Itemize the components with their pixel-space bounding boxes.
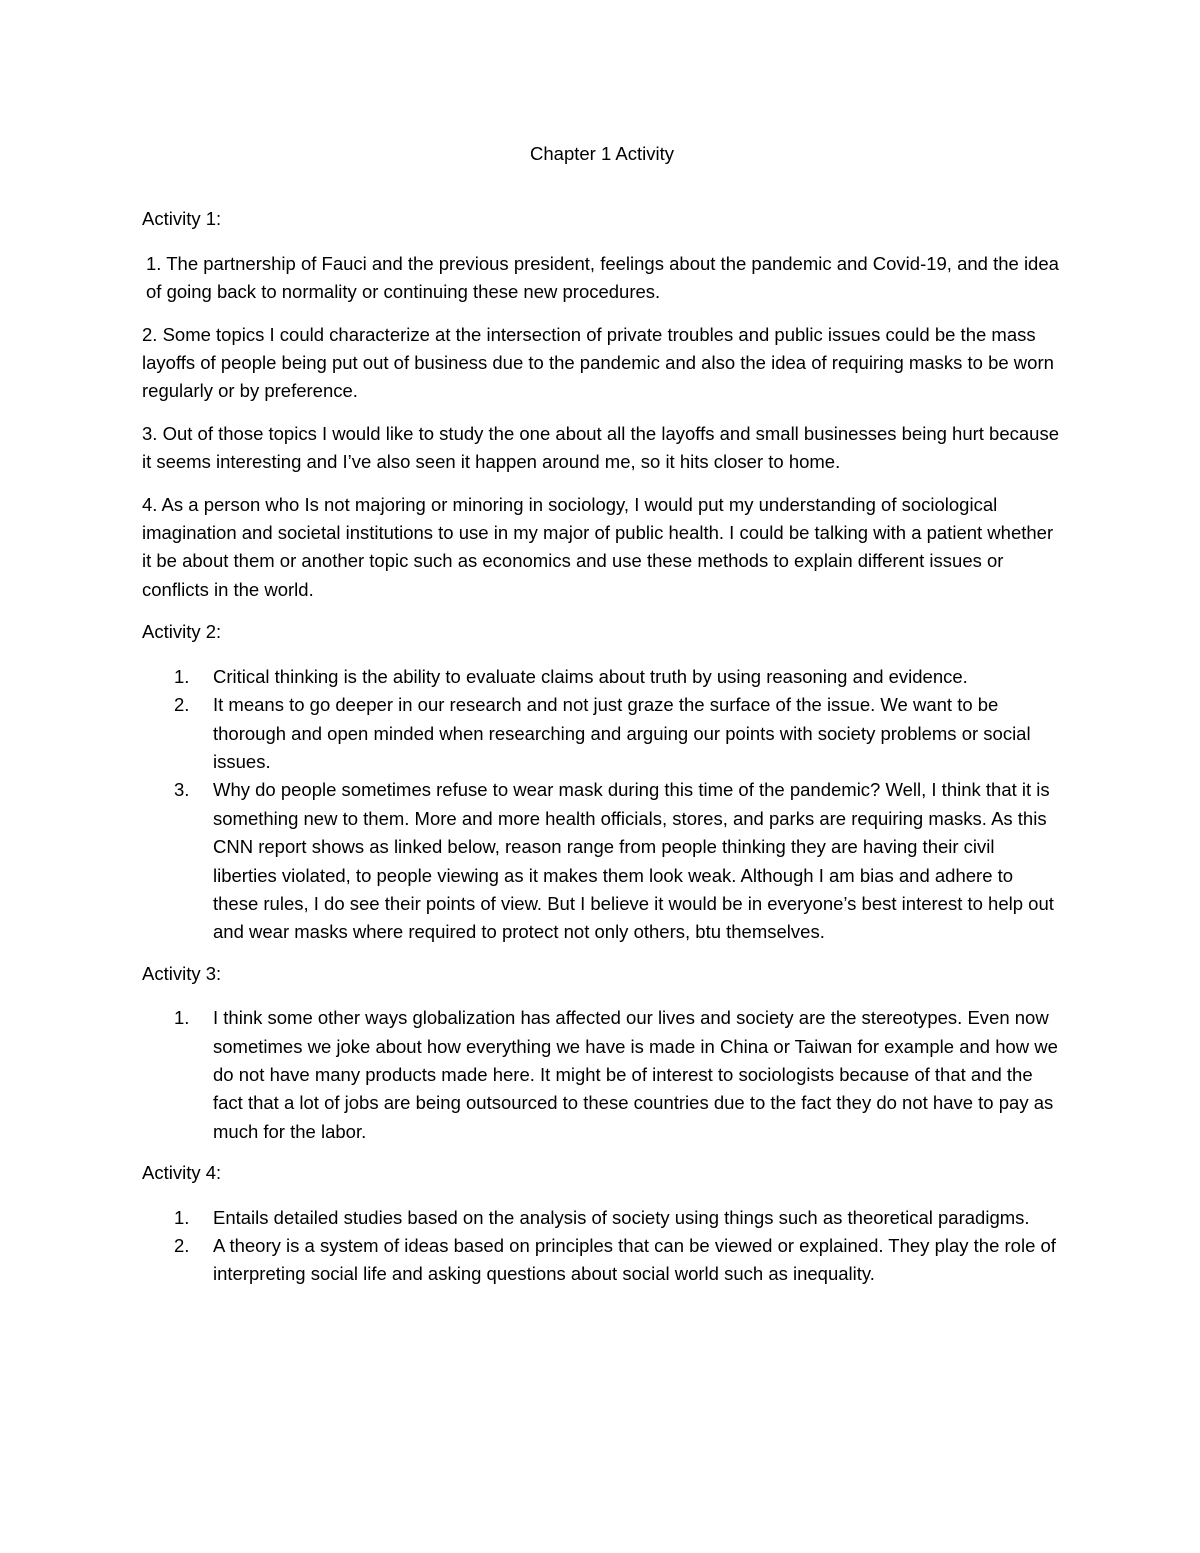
list-item-number: 2.: [174, 1235, 190, 1256]
activity-3-heading: Activity 3:: [142, 962, 222, 984]
list-item-text: Critical thinking is the ability to evaluate claims about truth by using reasoning and evidence.: [213, 665, 968, 687]
list-item: [142, 1004, 1062, 1146]
list-item-number: 3.: [174, 779, 190, 801]
list-item: [142, 663, 1062, 691]
activity-1-paragraph: 3. Out of those topics I would like to study the one about all the layoffs and small businesses being hurt because it seems interesting and I’ve also seen it happen around me, so it hits closer to home.: [142, 422, 1059, 473]
list-item: [142, 1204, 1062, 1232]
list-item-text: It means to go deeper in our research and not just graze the surface of the issue. We want to be thorough and open minded when researching and arguing our points with society problems or social issues.: [213, 694, 1031, 772]
activity-2-list: [142, 663, 1062, 947]
document-page: [142, 140, 1062, 1302]
activity-1-paragraph: 4. As a person who Is not majoring or minoring in sociology, I would put my understanding of sociological imagination and societal institutions to use in my major of public health. I could be talking with a patient whether it be about them or another topic such as economics and use these methods to explain different issues or conflicts in the world.: [142, 493, 1054, 600]
activity-1-paragraph: 2. Some topics I could characterize at the intersection of private troubles and public issues could be the mass layoffs of people being put out of business due to the pandemic and also the idea of requiring masks to be worn regularly or by preference.: [142, 323, 1054, 402]
list-item: [142, 776, 1062, 946]
activity-1-paragraph: 1. The partnership of Fauci and the previous president, feelings about the pandemic and Covid-19, and the idea of going back to normality or continuing these new procedures.: [146, 252, 1059, 303]
activity-1-heading: Activity 1:: [142, 208, 222, 230]
activity-3-list: [142, 1004, 1062, 1146]
list-item-text: A theory is a system of ideas based on principles that can be viewed or explained. They play the role of interpreting social life and asking questions about social world such as inequality.: [213, 1235, 1056, 1285]
list-item-number: 2.: [174, 694, 190, 716]
activity-4-heading: Activity 4:: [142, 1162, 222, 1184]
list-item-number: 1.: [174, 665, 190, 687]
activity-4-list: [142, 1204, 1062, 1289]
list-item: [142, 691, 1062, 776]
list-item-text: I think some other ways globalization has affected our lives and society are the stereotypes. Even now sometimes we joke about how everything we have is made in China or Taiwan for example and how we do not have many products made here. It might be of interest to sociologists because of that and the fact that a lot of jobs are being outsourced to these countries due to the fact they do not have to pay as much for the labor.: [213, 1007, 1058, 1142]
document-title: Chapter 1 Activity: [530, 143, 674, 164]
list-item-number: 1.: [174, 1007, 190, 1029]
list-item-number: 1.: [174, 1206, 190, 1228]
list-item-text: Why do people sometimes refuse to wear mask during this time of the pandemic? Well, I think that it is something new to them. More and more health officials, stores, and parks are requiring masks. As this CNN report shows as linked below, reason range from people thinking they are having their civil liberties violated, to people viewing as it makes them look weak. Although I am bias and adhere to these rules, I do see their points of view. But I believe it would be in everyone’s best interest to help out and wear masks where required to protect not only others, btu themselves.: [213, 779, 1054, 943]
list-item-text: Entails detailed studies based on the analysis of society using things such as theoretical paradigms.: [213, 1206, 1030, 1228]
activity-2-heading: Activity 2:: [142, 621, 222, 643]
list-item: [142, 1232, 1062, 1289]
